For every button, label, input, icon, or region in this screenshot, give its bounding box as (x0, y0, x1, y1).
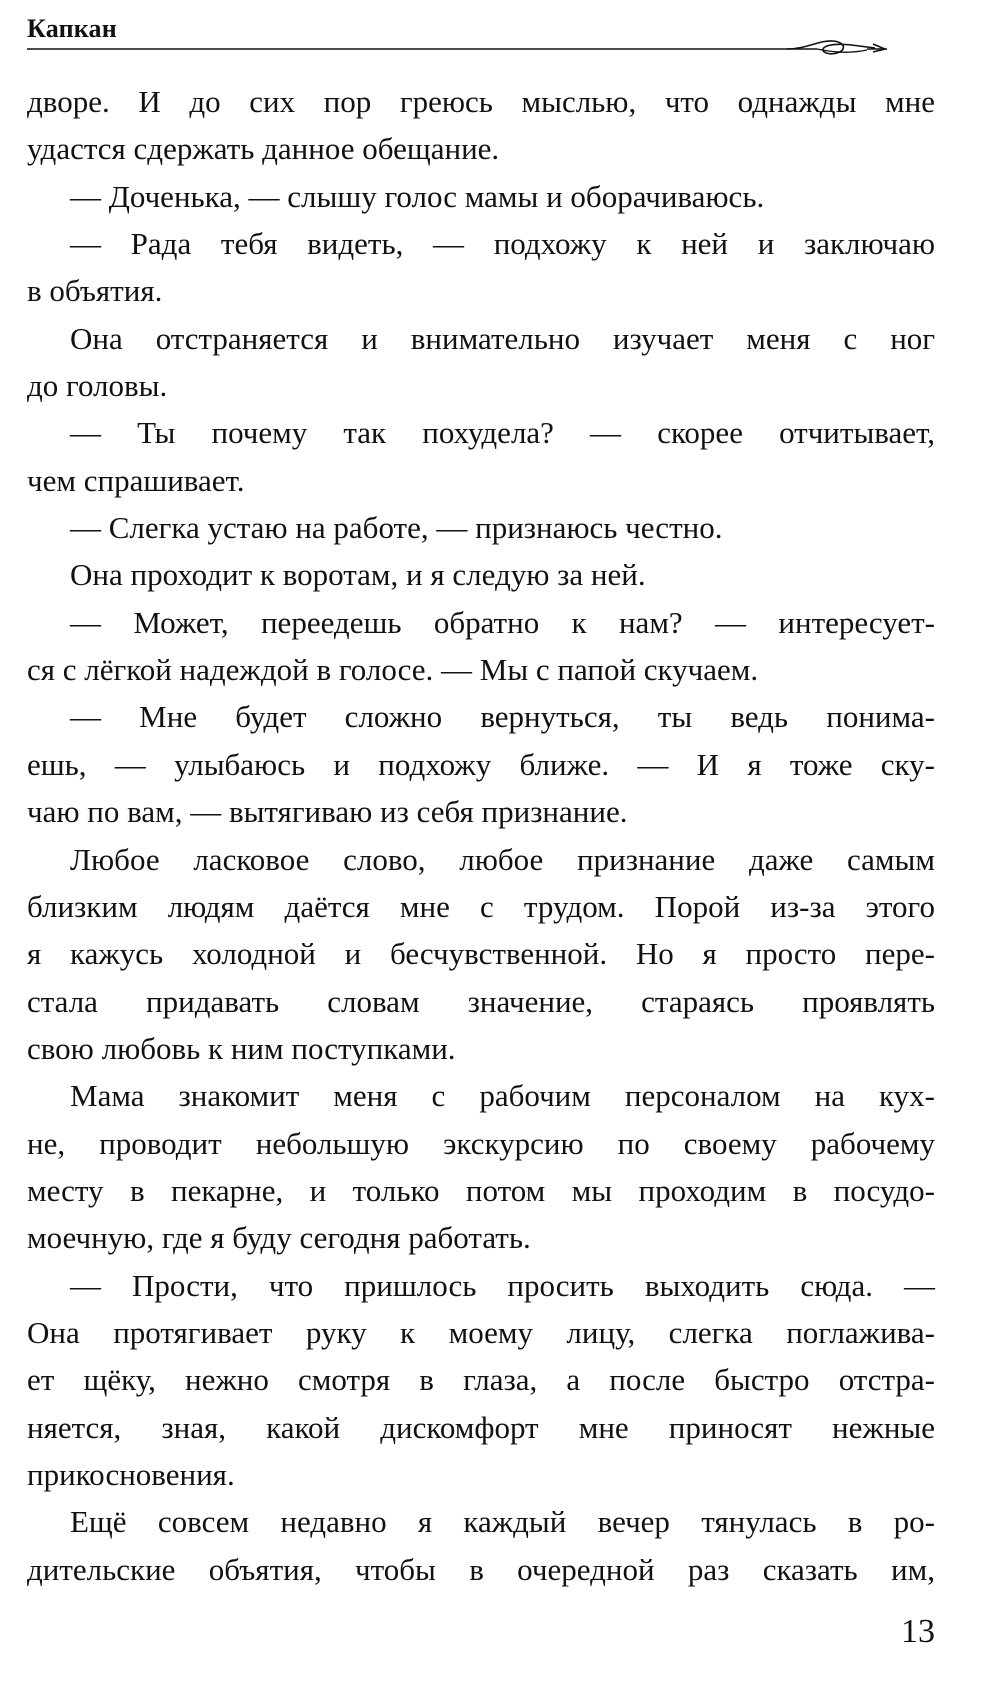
text-line: — Рада тебя видеть, — подхожу к ней и заключаю (70, 226, 935, 262)
text-line: Мама знакомит меня с рабочим персоналом на кух- (70, 1078, 935, 1114)
text-line: Любое ласковое слово, любое признание даже самым (70, 841, 935, 877)
text-line: — Слегка устаю на работе, — признаюсь честно. (70, 510, 723, 546)
text-line: — Доченька, — слышу голос мамы и оборачиваюсь. (70, 178, 765, 214)
text-line: чаю по вам, — вытягиваю из себя признание. (27, 794, 628, 830)
text-line: — Может, переедешь обратно к нам? — интересует- (70, 604, 935, 640)
text-line: моечную, где я буду сегодня работать. (27, 1220, 531, 1256)
text-line: удастся сдержать данное обещание. (27, 131, 500, 167)
body-text (27, 78, 935, 1593)
text-line: прикосновения. (27, 1456, 235, 1492)
text-line: свою любовь к ним поступками. (27, 1030, 456, 1066)
text-line: дительские объятия, чтобы в очередной раз сказать им, (27, 1551, 935, 1587)
page-number: 13 (901, 1613, 935, 1650)
text-line: стала придавать словам значение, стараясь проявлять (27, 983, 935, 1019)
text-line: не, проводит небольшую экскурсию по своему рабочему (27, 1125, 935, 1161)
text-line: няется, зная, какой дискомфорт мне приносят нежные (27, 1409, 935, 1445)
text-line: ешь, — улыбаюсь и подхожу ближе. — И я тоже ску- (27, 746, 935, 782)
text-line: близким людям даётся мне с трудом. Порой из-за этого (27, 888, 935, 924)
text-line: ет щёку, нежно смотря в глаза, а после быстро отстра- (27, 1362, 935, 1398)
text-line: — Мне будет сложно вернуться, ты ведь понима- (70, 699, 935, 735)
text-line: Она проходит к воротам, и я следую за ней. (70, 557, 646, 593)
text-line: до головы. (27, 368, 168, 404)
text-line: я кажусь холодной и бесчувственной. Но я просто пере- (27, 936, 935, 972)
text-line: чем спрашивает. (27, 462, 245, 498)
text-line: Она протягивает руку к моему лицу, слегка поглажива- (27, 1314, 935, 1350)
text-line: Ещё совсем недавно я каждый вечер тянулась в ро- (70, 1504, 935, 1540)
flourish-rule-icon (27, 38, 947, 68)
text-line: дворе. И до сих пор греюсь мыслью, что однажды мне (27, 84, 935, 119)
running-title: Капкан (27, 14, 117, 43)
text-line: — Ты почему так похудела? — скорее отчитывает, (70, 415, 935, 451)
text-line: в объятия. (27, 273, 163, 309)
text-line: — Прости, что пришлось просить выходить сюда. — (70, 1267, 935, 1303)
text-line: ся с лёгкой надеждой в голосе. — Мы с папой скучаем. (27, 652, 759, 688)
text-line: Она отстраняется и внимательно изучает меня с ног (70, 320, 935, 356)
text-line: месту в пекарне, и только потом мы проходим в посудо- (27, 1172, 935, 1208)
